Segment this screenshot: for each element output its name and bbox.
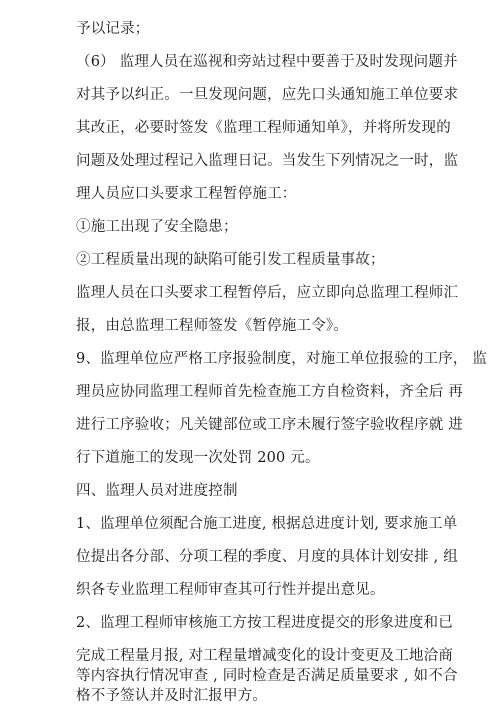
text-line: 格不予签认并及时汇报甲方。 xyxy=(76,688,268,704)
text-line: 等内容执行情况审查 , 同时检查是否满足质量要求 , 如不合 xyxy=(76,668,458,684)
text-line: 理人员应口头要求工程暂停施工： xyxy=(76,186,297,202)
text-line: 理员应协同监理工程师首先检查施工方自检资料，齐全后 再 xyxy=(76,384,464,400)
text-line: 9、监理单位应严格工序报验制度，对施工单位报验的工序， 监 xyxy=(76,351,488,367)
text-line: （6） 监理人员在巡视和旁站过程中要善于及时发现问题并 xyxy=(76,54,458,70)
text-line: 予以记录； xyxy=(76,21,150,37)
text-line: 监理人员在口头要求工程暂停后，应立即向总监理工程师汇 xyxy=(76,285,459,301)
text-line: 位提出各分部、分项工程的季度、月度的具体计划安排 , 组 xyxy=(76,549,458,565)
text-line: 进行工序验收；凡关键部位或工序未履行签字验收程序就 进 xyxy=(76,417,464,433)
text-line: 问题及处理过程记入监理日记。当发生下列情况之一时，监 xyxy=(76,153,459,169)
text-line: ②工程质量出现的缺陷可能引发工程质量事故； xyxy=(76,252,385,268)
text-line: 织各专业监理工程师审查其可行性并提出意见。 xyxy=(76,582,385,598)
text-line: 其改正，必要时签发《监理工程师通知单》，并将所发现的 xyxy=(76,120,451,136)
text-line: 完成工程量月报, 对工程量增减变化的设计变更及工地洽商 xyxy=(76,648,454,664)
section-heading: 四、监理人员对进度控制 xyxy=(76,483,238,499)
text-line: ①施工出现了安全隐患； xyxy=(76,219,238,235)
text-line: 行下道施工的发现一次处罚 200 元。 xyxy=(76,450,320,466)
text-line: 对其予以纠正。一旦发现问题，应先口头通知施工单位要求 xyxy=(76,87,459,103)
text-line: 1、监理单位须配合施工进度, 根据总进度计划, 要求施工单 xyxy=(76,516,458,532)
text-line: 2、监理工程师审核施工方按工程进度提交的形象进度和已 xyxy=(76,615,453,631)
text-line: 报，由总监理工程师签发《暂停施工令》。 xyxy=(76,318,349,334)
